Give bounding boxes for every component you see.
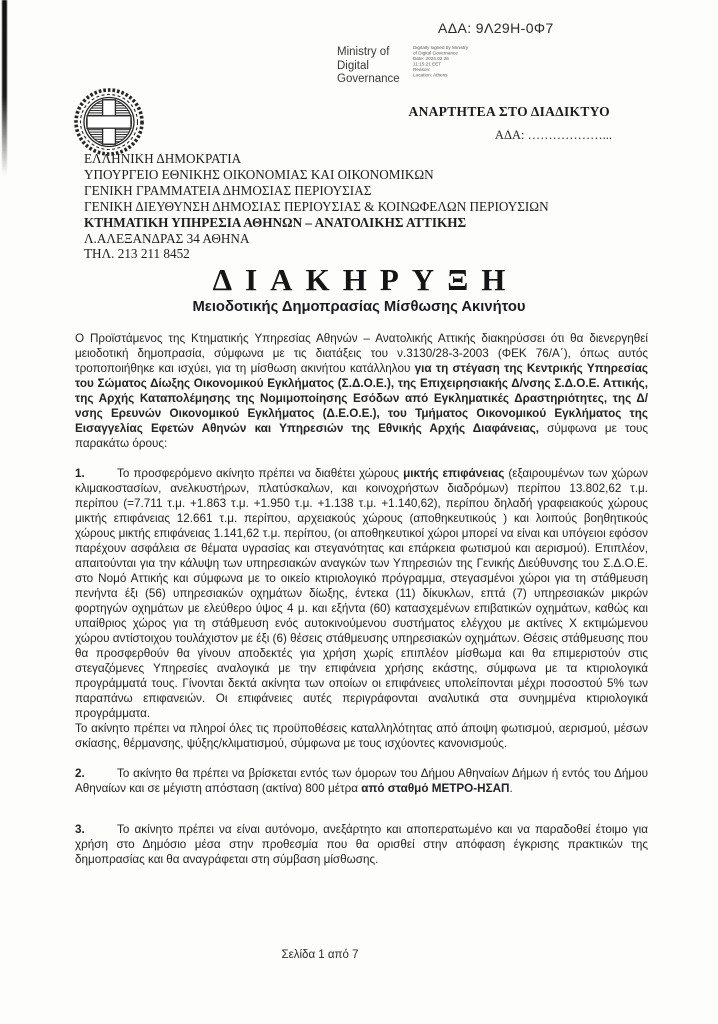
agency-line: ΤΗΛ. 213 211 8452	[84, 246, 190, 262]
scan-edge-artifact	[2, 0, 7, 175]
agency-line: ΓΕΝΙΚΗ ΔΙΕΥΘΥΝΣΗ ΔΗΜΟΣΙΑΣ ΠΕΡΙΟΥΣΙΑΣ & ΚΟΙΝΩΦΕΛΩΝ ΠΕΡΙΟΥΣΙΩΝ	[84, 198, 549, 214]
paragraph-number: 2.	[75, 767, 85, 780]
agency-line: ΓΕΝΙΚΗ ΓΡΑΜΜΑΤΕΙΑ ΔΗΜΟΣΙΑΣ ΠΕΡΙΟΥΣΙΑΣ	[84, 182, 372, 198]
text-line: of Digital Governance	[412, 51, 458, 57]
ada-placeholder: ΑΔΑ: ………………...	[494, 128, 612, 142]
text-run: (εξαιρουμένων των χώρων κλιμακοστασίων, ανελκυστήρων, πλατύσκαλων, και κοινοχρήστων διαδρόμων) περίπου 13.802,62 τ.μ. περίπου (=7.711 τ.μ. +1.863 τ.μ. +1.950 τ.μ. +1.138 τ.μ. +1.140,62), περίπου δηλαδή γραφειακούς χώρους μικτής επιφάνειας 12.661 τ.μ. περίπου, αρχειακούς χώρους (αποθηκευτικούς ) και λοιπούς βοηθητικούς χώρους μικτής επιφάνειας 1.141,62 τ.μ. περίπου, (οι αποθηκευτικοί χώροι μπορεί να είναι και υπόγειοι εφόσον παρέχουν ασφάλεια σε θέματα υγρασίας και στεγανότητας και επάρκεια φωτισμού και αερισμού). Επιπλέον, απαιτούνται για την κάλυψη των υπηρεσιακών αναγκών των Υπηρεσιών της Γενικής Διεύθυνσης του Σ.Δ.Ο.Ε. στο Νομό Αττικής και σύμφωνα με το οικείο κτιριολογικό πρόγραμμα, στεγασμένοι χώροι για τη στάθμευση πενήντα έξι (56) υπηρεσιακών οχημάτων δίωξης, έντεκα (11) δίκυκλων, επτά (7) υπηρεσιακών μικρών φορτηγών οχημάτων με ελεύθερο ύψος 4 μ. και εξήντα (60) κατασχεμένων επιβατικών οχημάτων, καθώς και υπαίθριος χώρος για τη στάθμευση ενός αυτοκινούμενου συστήματος ελέγχου με ακτίνες Χ εκτιμώμενου χώρου αντίστοιχου τουλάχιστον με έξι (6) θέσεις στάθμευσης υπηρεσιακών οχημάτων. Θέσεις στάθμευσης που θα προσφερθούν θα γίνουν αποδεκτές για χρήση χωρίς επιπλέον μίσθωμα και θα επιμεριστούν στις στεγαζόμενες Υπηρεσίες αναλογικά με την επιφάνεια χρήσης εκάστης, σύμφωνα με τα κτιριολογικά προγράμματά τους. Γίνονται δεκτά ακίνητα των οποίων οι επιφάνειες υπολείπονται μέχρι ποσοστού 5% των παραπάνω επιφανειών. Οι επιφάνειες αυτές περιγράφονται αναλυτικά στα συνημμένα κτιριολογικά προγράμματα.	[75, 467, 649, 720]
numbered-paragraph	[75, 766, 648, 796]
text-line: Digitally signed by Ministry	[412, 46, 468, 51]
numbered-paragraph	[75, 822, 648, 867]
text-run: Το ακίνητο πρέπει να πληροί όλες τις προϋποθέσεις καταλληλότητας από άποψη φωτισμού, αερισμού, μέσων σκίασης, θέρμανσης, ψύξης/κλιματισμού, σύμφωνα με τους ισχύοντες κανονισμούς.	[75, 722, 648, 750]
digital-signature-block	[337, 46, 483, 88]
text-line: Location: Athens	[412, 73, 448, 78]
text-line: Reason:	[412, 67, 431, 73]
document-title: ΔΙΑΚΗΡΥΞΗ	[212, 262, 519, 297]
paragraph-number: 3.	[75, 823, 85, 836]
signature-details	[413, 46, 468, 79]
signature-signer	[337, 46, 400, 87]
text-line: Digital	[337, 59, 369, 72]
text-line: Date: 2024.02.26	[412, 56, 449, 62]
text-run: Ο Προϊστάμενος της Κτηματικής Υπηρεσίας Αθηνών – Ανατολικής Αττικής διακηρύσσει ότι θα διενεργηθεί μειοδοτική δημοπρασία, σύμφωνα με τις διατάξεις του ν.3130/28-3-2003 (ΦΕΚ 76/Α΄), όπως αυτός τροποποιήθηκε και ισχύει, για τη μίσθωση ακινήτου κατάλληλου	[75, 332, 648, 375]
text-run: σύμφωνα με τους παρακάτω όρους:	[75, 422, 648, 450]
text-run: Το προσφερόμενο ακίνητο πρέπει να διαθέτει χώρους	[117, 467, 404, 480]
agency-line: Λ.ΑΛΕΞΑΝΔΡΑΣ 34 ΑΘΗΝΑ	[84, 230, 250, 246]
posting-notice: ΑΝΑΡΤΗΤΕΑ ΣΤΟ ΔΙΑΔΙΚΤΥΟ	[408, 104, 610, 119]
text-line: Governance	[337, 73, 400, 85]
document-subtitle: Μειοδοτικής Δημοπρασίας Μίσθωσης Ακινήτου	[192, 299, 526, 315]
text-line: Ministry of	[337, 46, 390, 58]
text-line: 11:15:21 EET	[412, 62, 441, 68]
agency-line: ΕΛΛΗΝΙΚΗ ΔΗΜΟΚΡΑΤΙΑ	[84, 151, 242, 166]
ada-number: ΑΔΑ: 9Λ29Η-0Φ7	[438, 20, 554, 36]
text-run: Το ακίνητο θα πρέπει να βρίσκεται εντός των όμορων του Δήμου Αθηναίων Δήμων ή εντός του Δήμου Αθηναίων και σε μέγιστη απόσταση (ακτίνα) 800 μέτρα	[75, 767, 648, 795]
hellenic-coat-of-arms-icon	[70, 86, 148, 158]
paragraph	[75, 721, 648, 751]
document-body	[75, 331, 648, 867]
paragraph-number: 1.	[75, 467, 85, 480]
agency-header	[84, 151, 549, 262]
text-run: .	[509, 782, 513, 795]
agency-line: ΚΤΗΜΑΤΙΚΗ ΥΠΗΡΕΣΙΑ ΑΘΗΝΩΝ – ΑΝΑΤΟΛΙΚΗΣ ΑΤΤΙΚΗΣ	[84, 214, 467, 230]
bold-run: από σταθμό ΜΕΤΡΟ-ΗΣΑΠ	[361, 782, 510, 795]
text-run: Το ακίνητο πρέπει να είναι αυτόνομο, ανεξάρτητο και αποπερατωμένο και να παραδοθεί έτοιμο για χρήση στο Δημόσιο μέσα στην προθεσμία που θα ορισθεί στην απόφαση έγκρισης πρακτικών της δημοπρασίας και θα αναγράφεται στη σύμβαση μίσθωσης.	[75, 823, 648, 866]
bold-run: μικτής επιφάνειας	[403, 467, 505, 480]
page-number: Σελίδα 1 από 7	[281, 949, 359, 961]
agency-line: ΥΠΟΥΡΓΕΙΟ ΕΘΝΙΚΗΣ ΟΙΚΟΝΟΜΙΑΣ ΚΑΙ ΟΙΚΟΝΟΜΙΚΩΝ	[84, 166, 434, 182]
numbered-paragraph	[75, 466, 648, 721]
bold-run: για τη στέγαση της Κεντρικής Υπηρεσίας του Σώματος Δίωξης Οικονομικού Εγκλήματος (Σ.Δ.Ο.Ε.), της Επιχειρησιακής Δ/νσης Σ.Δ.Ο.Ε. Αττικής, της Αρχής Καταπολέμησης της Νομιμοποίησης Εσόδων από Εγκληματικές Δραστηριότητες, της Δ/νσης Ερευνών Οικονομικού Εγκλήματος (Δ.Ε.Ο.Ε.), του Τμήματος Οικονομικού Εγκλήματος της Εισαγγελίας Εφετών Αθηνών και Υπηρεσιών της Εθνικής Αρχής Διαφάνειας,	[75, 362, 648, 435]
paragraph	[75, 331, 648, 451]
